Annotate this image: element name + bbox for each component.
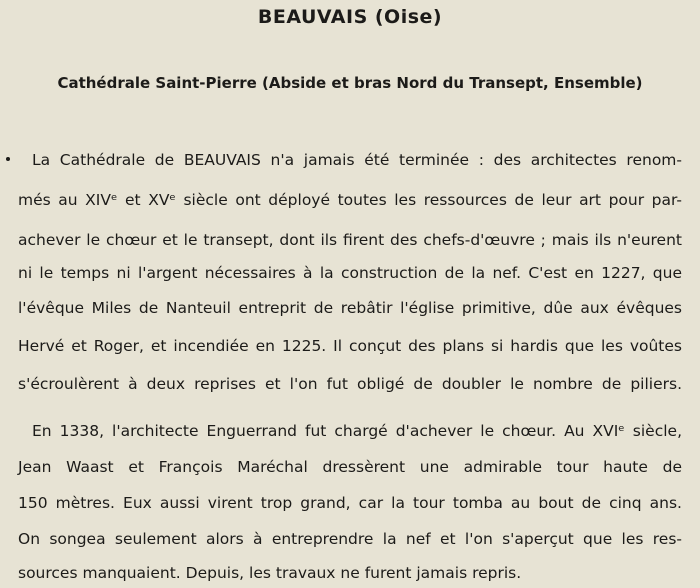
- paragraph-1-line-7: s'écroulèrent à deux reprises et l'on fut obligé de doubler le nombre de piliers.: [18, 375, 682, 393]
- paragraph-1-line-5: l'évêque Miles de Nanteuil entreprit de rebâtir l'église primitive, dûe aux évêques: [18, 299, 682, 317]
- paragraph-2-line-5: sources manquaient. Depuis, les travaux ne furent jamais repris.: [18, 564, 522, 582]
- page-subtitle: Cathédrale Saint-Pierre (Abside et bras Nord du Transept, Ensemble): [57, 74, 643, 92]
- paragraph-1-line-2: més au XIVᵉ et XVᵉ siècle ont déployé toutes les ressources de leur art pour par-: [18, 191, 682, 209]
- paragraph-1-line-3: achever le chœur et le transept, dont ils firent des chefs-d'œuvre ; mais ils n'eurent: [18, 231, 682, 249]
- paragraph-bullet: [6, 157, 10, 161]
- paragraph-1-line-1: La Cathédrale de BEAUVAIS n'a jamais été terminée : des architectes renom-: [32, 151, 682, 169]
- paragraph-2-line-2: Jean Waast et François Maréchal dressèrent une admirable tour haute de: [18, 458, 682, 476]
- paragraph-2-line-4: On songea seulement alors à entreprendre la nef et l'on s'aperçut que les res-: [18, 530, 682, 548]
- paragraph-2-line-1: En 1338, l'architecte Enguerrand fut chargé d'achever le chœur. Au XVIᵉ siècle,: [32, 422, 682, 440]
- paragraph-2-line-3: 150 mètres. Eux aussi virent trop grand, car la tour tomba au bout de cinq ans.: [18, 494, 682, 512]
- paragraph-1-line-4: ni le temps ni l'argent nécessaires à la construction de la nef. C'est en 1227, que: [18, 264, 682, 282]
- page-title: BEAUVAIS (Oise): [257, 6, 443, 28]
- paragraph-1-line-6: Hervé et Roger, et incendiée en 1225. Il conçut des plans si hardis que les voûtes: [18, 337, 682, 355]
